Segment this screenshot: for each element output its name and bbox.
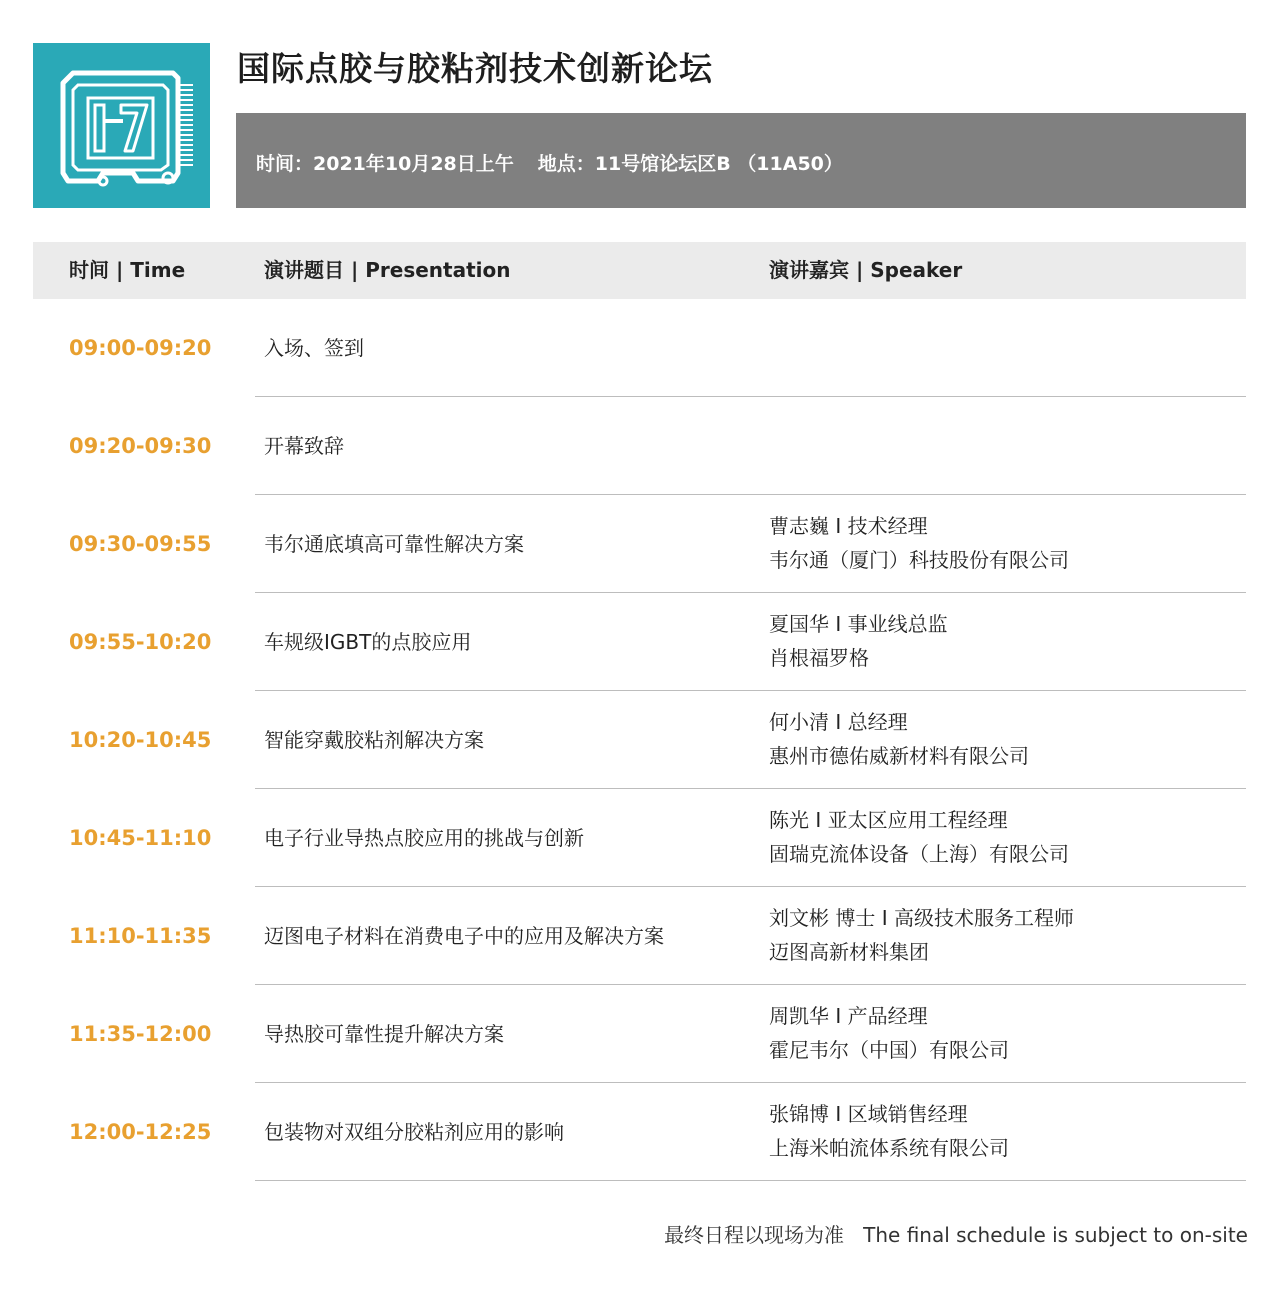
table-row [33, 789, 1246, 887]
row-time: 11:10-11:35 [69, 924, 212, 948]
row-divider [255, 1180, 1246, 1181]
row-time: 11:35-12:00 [69, 1022, 212, 1046]
speaker-company: 惠州市德佑威新材料有限公司 [769, 744, 1029, 768]
row-presentation: 智能穿戴胶粘剂解决方案 [264, 728, 484, 752]
table-row [33, 1083, 1246, 1181]
column-header-time: 时间 | Time [69, 258, 186, 282]
row-presentation: 开幕致辞 [264, 434, 344, 458]
row-presentation: 韦尔通底填高可靠性解决方案 [264, 532, 524, 556]
row-speaker [769, 1097, 1009, 1165]
event-location: 地点：11号馆论坛区B （11A50） [537, 153, 843, 175]
row-time: 10:45-11:10 [69, 826, 212, 850]
row-time: 09:30-09:55 [69, 532, 212, 556]
row-time: 10:20-10:45 [69, 728, 212, 752]
table-header [33, 242, 1246, 299]
row-speaker [769, 803, 1069, 871]
speaker-company: 迈图高新材料集团 [769, 940, 929, 964]
row-time: 12:00-12:25 [69, 1120, 212, 1144]
row-presentation: 车规级IGBT的点胶应用 [264, 630, 472, 654]
schedule-disclaimer: 最终日程以现场为准 The final schedule is subject to on-site [664, 1223, 1248, 1247]
row-speaker [769, 999, 1009, 1067]
schedule-table [33, 299, 1246, 1181]
table-row [33, 887, 1246, 985]
table-row [33, 397, 1246, 495]
row-speaker [769, 607, 948, 675]
circuit-chip-icon [33, 43, 210, 208]
column-header-speaker: 演讲嘉宾 | Speaker [769, 258, 963, 282]
row-presentation: 电子行业导热点胶应用的挑战与创新 [264, 826, 584, 850]
speaker-name-title: 张锦博 I 区域销售经理 [769, 1102, 968, 1126]
speaker-company: 上海米帕流体系统有限公司 [769, 1136, 1009, 1160]
row-presentation: 入场、签到 [264, 336, 364, 360]
speaker-name-title: 夏国华 I 事业线总监 [769, 612, 948, 636]
row-presentation: 迈图电子材料在消费电子中的应用及解决方案 [264, 924, 664, 948]
speaker-name-title: 周凯华 I 产品经理 [769, 1004, 928, 1028]
column-header-presentation: 演讲题目 | Presentation [264, 258, 511, 282]
speaker-company: 肖根福罗格 [769, 646, 869, 670]
page-title: 国际点胶与胶粘剂技术创新论坛 [237, 49, 713, 88]
speaker-company: 韦尔通（厦门）科技股份有限公司 [769, 548, 1069, 572]
speaker-name-title: 曹志巍 I 技术经理 [769, 514, 928, 538]
event-info-text [256, 149, 843, 176]
row-speaker [769, 509, 1069, 577]
speaker-company: 固瑞克流体设备（上海）有限公司 [769, 842, 1069, 866]
forum-logo [33, 43, 210, 208]
row-time: 09:55-10:20 [69, 630, 212, 654]
row-time: 09:00-09:20 [69, 336, 212, 360]
row-time: 09:20-09:30 [69, 434, 212, 458]
speaker-name-title: 何小清 I 总经理 [769, 710, 908, 734]
event-info-bar [236, 113, 1246, 208]
row-speaker [769, 705, 1029, 773]
table-row [33, 985, 1246, 1083]
speaker-company: 霍尼韦尔（中国）有限公司 [769, 1038, 1009, 1062]
row-presentation: 包装物对双组分胶粘剂应用的影响 [264, 1120, 564, 1144]
table-row [33, 593, 1246, 691]
row-presentation: 导热胶可靠性提升解决方案 [264, 1022, 504, 1046]
event-time: 时间：2021年10月28日上午 [256, 153, 514, 175]
table-row [33, 495, 1246, 593]
speaker-name-title: 陈光 I 亚太区应用工程经理 [769, 808, 1008, 832]
row-speaker [769, 901, 1074, 969]
speaker-name-title: 刘文彬 博士 I 高级技术服务工程师 [769, 906, 1074, 930]
table-row [33, 299, 1246, 397]
table-row [33, 691, 1246, 789]
